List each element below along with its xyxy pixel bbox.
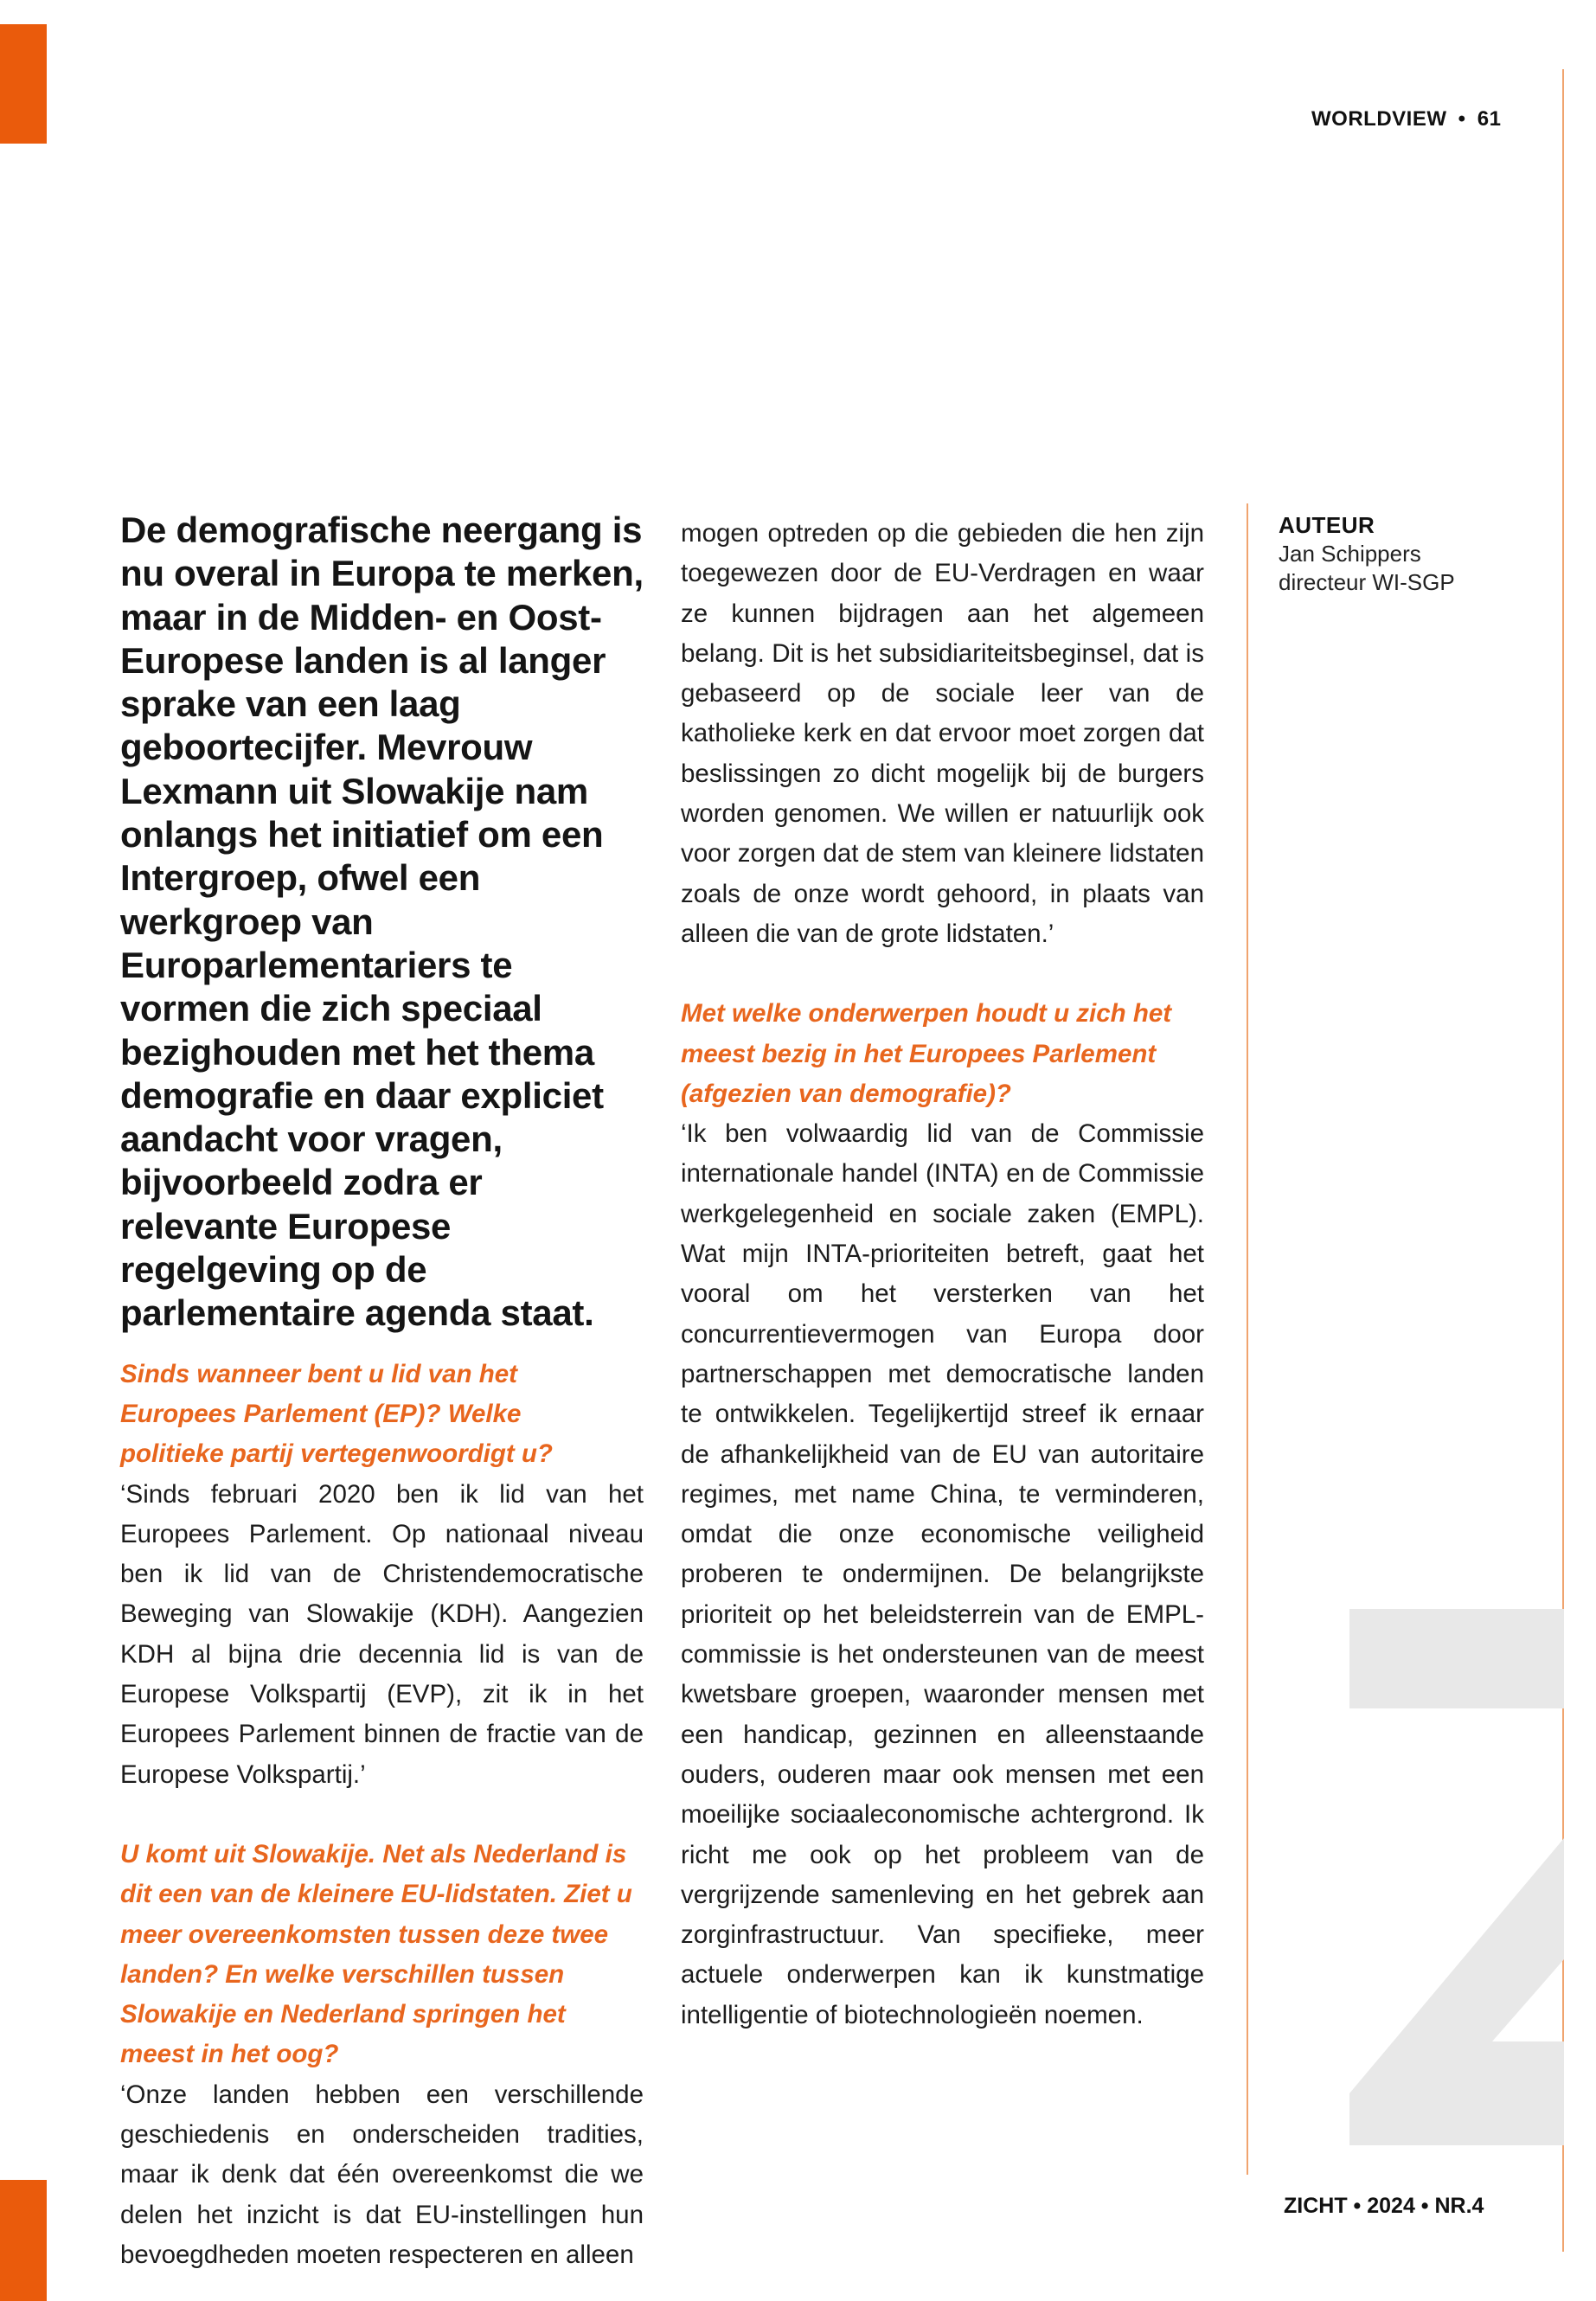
- sidebar-divider-rule: [1247, 503, 1248, 2175]
- right-column: [681, 514, 1204, 2035]
- answer-2-continued: mogen optreden op die gebieden die hen zijn toegewezen door de EU-Verdragen en waar ze kunnen bijdragen aan het algemeen belang. Dit is het subsidiariteitsbeginsel, dat is gebaseerd op de sociale leer van de katholieke kerk en dat ervoor moet zorgen dat beslissingen zo dicht mogelijk bij de burgers worden genomen. We willen er natuurlijk ook voor zorgen dat de stem van kleinere lidstaten zoals de onze wordt gehoord, in plaats van alleen die van de grote lidstaten.’: [681, 519, 1204, 948]
- header-separator: •: [1458, 107, 1466, 131]
- author-label: AUTEUR: [1279, 512, 1375, 538]
- author-block: [1279, 512, 1538, 597]
- question-1: Sinds wanneer bent u lid van het Europees Parlement (EP)? Welke politieke partij vertegenwoordigt u?: [120, 1359, 553, 1469]
- left-column: [120, 509, 644, 2275]
- section-label: WORLDVIEW: [1311, 107, 1447, 131]
- answer-1: ‘Sinds februari 2020 ben ik lid van het Europees Parlement. Op nationaal niveau ben ik lid van de Christendemocratische Beweging van Slowakije (KDH). Aangezien KDH al bijna drie decennia lid is van de Europese Volkspartij (EVP), zit ik in het Europees Parlement binnen de fractie van de Europese Volkspartij.’: [120, 1479, 644, 1789]
- bottom-accent-bar: [0, 2180, 47, 2301]
- question-3: Met welke onderwerpen houdt u zich het meest bezig in het Europees Parlement (afgezien van demografie)?: [681, 999, 1172, 1108]
- page-footer: ZICHT • 2024 • NR.4: [1284, 2194, 1484, 2218]
- page-number: 61: [1477, 107, 1502, 131]
- intro-paragraph: De demografische neergang is nu overal in Europa te merken, maar in de Midden- en Oost-Europese landen is al langer sprake van een laag geboortecijfer. Mevrouw Lexmann uit Slowakije nam onlangs het initiatief om een Intergroep, ofwel een werkgroep van Europarlementariers te vormen die zich speciaal bezighouden met het thema demografie en daar expliciet aandacht voor vragen, bijvoorbeeld zodra er relevante Europese regelgeving op de parlementaire agenda staat.: [120, 510, 644, 1334]
- watermark-z-graphic: [1349, 1609, 1564, 2145]
- answer-2: ‘Onze landen hebben een verschillende geschiedenis en onderscheiden tradities, maar ik denk dat één overeenkomst die we delen het inzicht is dat EU-instellingen hun bevoegdheden moeten respecteren en alleen: [120, 2080, 644, 2269]
- author-role: directeur WI-SGP: [1279, 569, 1455, 595]
- top-accent-bar: [0, 24, 47, 144]
- answer-3: ‘Ik ben volwaardig lid van de Commissie internationale handel (INTA) en de Commissie werkgelegenheid en sociale zaken (EMPL). Wat mijn INTA-prioriteiten betreft, gaat het vooral om het versterken van het concurrentievermogen van Europa door partnerschappen met democratische landen te ontwikkelen. Tegelijkertijd streef ik ernaar de afhankelijkheid van de EU van autoritaire regimes, met name China, te verminderen, omdat die onze economische veiligheid proberen te ondermijnen. De belangrijkste prioriteit op het beleidsterrein van de EMPL-commissie is het ondersteunen van de meest kwetsbare groepen, waaronder mensen met een handicap, gezinnen en alleenstaande ouders, ouderen maar ook mensen met een moeilijke sociaaleconomische achtergrond. Ik richt me ook op het probleem van de vergrijzende samenleving en het gebrek aan zorginfrastructuur. Van specifieke, meer actuele onderwerpen kan ik kunstmatige intelligentie of biotechnologieën noemen.: [681, 1119, 1204, 2029]
- page-header: [1311, 107, 1501, 131]
- author-name: Jan Schippers: [1279, 541, 1421, 567]
- question-2: U komt uit Slowakije. Net als Nederland is dit een van de kleinere EU-lidstaten. Ziet u meer overeenkomsten tussen deze twee landen? En welke verschillen tussen Slowakije en Nederland springen het meest in het oog?: [120, 1839, 632, 2069]
